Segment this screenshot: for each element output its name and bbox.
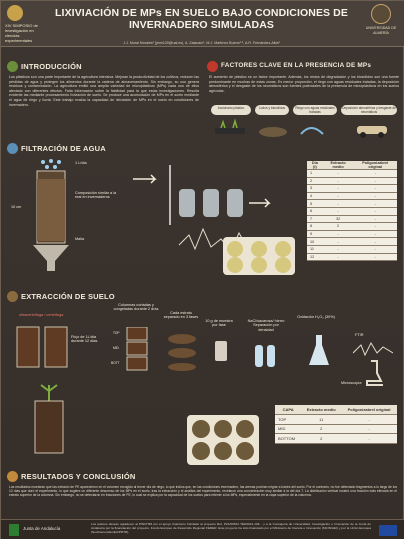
header xyxy=(1,1,404,47)
table-row xyxy=(307,185,397,193)
table-cell: 2 xyxy=(301,424,341,434)
tube-icon xyxy=(267,345,275,367)
soil-cup-icon xyxy=(35,401,63,453)
funnel-icon xyxy=(33,245,69,271)
table-cell: 7 xyxy=(307,215,323,223)
soil-pile-icon xyxy=(168,363,196,371)
intro-text: Los plásticos son una parte importante de la agricultura intensiva. Mejoran la productividad de los cultivos, reducen las pérdidas de agua y protegen los alimentos durante la cadena de almacenamiento. Sin embargo, su uso genera residuos y contaminación. La agricultura emitió una amplia variedad de microplásticos (MPs) cada uno de ellos afectado con diferentes efectos. Falta información sobre la fiabilidad para la que estas investigaciones. Resulta evidente las mediante procesamiento lixiviación de suelo. Se produce una acumulación de MPs en el suelo mediante el agua de riego y lluvia. Este trabajo evalúa la capacidad de lixiviación de MPs en el suelo en condiciones de invernadero. xyxy=(9,75,199,107)
results-title: RESULTADOS Y CONCLUSIÓN xyxy=(21,472,136,481)
car-wheel-icon xyxy=(360,132,366,138)
centrifuge-label: ultracentrífuga / centrífuga xyxy=(19,313,64,317)
oxidation-label: Oxidación H₂O₂ (30%) xyxy=(297,315,335,319)
arrow-icon xyxy=(133,175,155,183)
filtration-title: FILTRACIÓN DE AGUA xyxy=(21,144,106,153)
table-cell: - xyxy=(353,200,397,208)
spectrum-small xyxy=(353,339,393,357)
soil-cup-plants xyxy=(29,381,69,455)
filter-plate-array xyxy=(223,237,295,275)
water-label: 1 L/día xyxy=(75,161,87,165)
table-row xyxy=(307,170,397,178)
factor-riego: Riego con aguas residuales tratadas xyxy=(293,105,337,115)
table-cell: 12 xyxy=(307,253,323,261)
table-cell: - xyxy=(353,177,397,185)
column-header: Poligonizabrel original xyxy=(353,161,397,170)
microscope-icon xyxy=(367,361,383,385)
table-row xyxy=(307,215,397,223)
column-sections xyxy=(119,327,159,371)
tube-icon xyxy=(255,345,263,367)
top-label: TOP xyxy=(113,331,120,335)
factors-icon xyxy=(207,61,218,72)
table-cell: 4 xyxy=(307,192,323,200)
acknowledgements: Los autores desean agradecer al PINCHIM por el apoyo financiero brindado al proyecto Ref. P21/00524 TED2021-129... y a la Consejería de Universidad, Investigación e Innovación de la Junta de Andalucía por la financiación del proyecto, Fondo Europeo de Desarrollo Regional FEDER. Este proyecto ha sido financiado por el Ministerio de Ciencia e Innovación (MCIN/AEI) y por la Unión Europea (NextGenerationEU/PRTR). xyxy=(91,522,371,534)
table-row xyxy=(275,424,397,434)
plastic-mulch-icon xyxy=(215,128,245,134)
soil-layer xyxy=(37,179,65,241)
column-section-icon xyxy=(127,342,147,355)
table-row xyxy=(275,434,397,444)
table-header-row xyxy=(275,405,397,415)
beaker-icon xyxy=(45,327,67,367)
sample-label: 10 g de muestra por fase xyxy=(205,319,233,328)
microscope xyxy=(363,359,385,387)
table-cell: 11 xyxy=(307,245,323,253)
columns-label: Columnas cortadas y congeladas durante 2 días xyxy=(113,303,159,312)
phases-label: Cada estrato separado en 3 fases xyxy=(163,311,199,320)
composition-label: Composición similar a la real en invernaderos xyxy=(75,191,117,200)
table-row xyxy=(307,177,397,185)
arrow-icon xyxy=(249,199,269,207)
table-row xyxy=(307,207,397,215)
column-header: CAPA xyxy=(275,405,301,415)
factor-lodos: Lodos y biosólidos xyxy=(255,105,289,115)
table-cell: 1 xyxy=(307,170,323,178)
table-cell: - xyxy=(341,415,397,425)
sample-vial xyxy=(211,339,231,363)
soil-piles xyxy=(163,331,201,371)
table-cell: - xyxy=(323,192,354,200)
column-header: Día (t) xyxy=(307,161,323,170)
filter-flask-icon xyxy=(203,189,219,217)
table-cell: - xyxy=(323,177,354,185)
spectrum-icon xyxy=(353,343,393,355)
symposium-badge-icon xyxy=(7,5,23,21)
table-cell: 9 xyxy=(307,230,323,238)
university-seal-icon xyxy=(371,4,391,24)
table-row xyxy=(307,230,397,238)
table-cell: 32 xyxy=(323,215,354,223)
crop-icon xyxy=(221,121,237,128)
column-header: Poligonizabrel original xyxy=(341,405,397,415)
intro-title: INTRODUCCIÓN xyxy=(21,62,82,71)
filter-flask-icon xyxy=(227,189,243,217)
extraction-icon xyxy=(7,291,18,302)
authors: J.J. Moral Morales¹ (jmm120@ual.es), A. Zalacaín¹, M.J. Martínez Bueno¹·², A.R. Fernández-Alba¹ xyxy=(123,41,280,45)
table-cell: - xyxy=(323,245,354,253)
factor-deposicion: Deposición atmosférica y desgaste de neumáticos xyxy=(342,106,396,114)
car-wheel-icon xyxy=(378,132,384,138)
eu-flag-icon xyxy=(379,525,397,536)
column-header: Extracto medio xyxy=(323,161,354,170)
table-cell: - xyxy=(353,230,397,238)
title-line-2: INVERNADERO SIMULADAS xyxy=(128,19,275,31)
oxidation-flask xyxy=(307,335,331,367)
factors-illustration xyxy=(211,118,399,140)
density-separation xyxy=(251,345,281,369)
poster-title xyxy=(49,7,354,31)
results-text: Los resultados muestran que las extracto de PE aparecieron en el volumen recogido al tercer día de riego, lo que indica que, en las condiciones invernadero, las arenas podrían migrar a través del suelo. Por el contrario, no fue detectado fragmentos a lo largo de los 12 días que duró el experimento, lo que sugiere un diferente descenso de los MPs en el suelo, tras la extracción y el análisis del experimento, revelaron una concentración muy similar a la del día 7. La distribución vertical mostró una fracción más elevada en el estrato superior de la columna. Sin embargo, no se detectaron en fracciones de PE, lo cual se explica por la capacidad de los suelos para retener a los MPs, especialmente en la capa superior de la columna. xyxy=(9,485,397,498)
table-cell: 8 xyxy=(307,223,323,231)
table-cell: - xyxy=(323,170,354,178)
table-row xyxy=(307,245,397,253)
table-cell: - xyxy=(353,253,397,261)
bott-label: BOTT xyxy=(111,361,120,365)
table-cell: 6 xyxy=(307,207,323,215)
table-cell: - xyxy=(353,185,397,193)
table-cell: - xyxy=(353,215,397,223)
table-cell: - xyxy=(353,223,397,231)
table-cell: MID xyxy=(275,424,301,434)
ftir-label: FTIR xyxy=(355,333,364,337)
flow-label: Flujo de 1L/día durante 12 días xyxy=(71,335,98,344)
mid-label: MID xyxy=(113,346,119,350)
table-row xyxy=(307,200,397,208)
table-cell: TOP xyxy=(275,415,301,425)
table-cell: - xyxy=(323,253,354,261)
table-cell: - xyxy=(353,207,397,215)
table-row xyxy=(275,415,397,425)
irrigation-icon xyxy=(301,128,323,134)
plant-icon xyxy=(41,385,57,401)
university-logo xyxy=(361,4,401,44)
column-section-icon xyxy=(127,357,147,370)
footer xyxy=(1,519,404,539)
junta-logo xyxy=(9,524,19,536)
table-cell: 11 xyxy=(301,415,341,425)
mesh-label: Malla xyxy=(75,237,85,241)
table-cell: 5 xyxy=(307,200,323,208)
soil-column-diagram xyxy=(31,157,71,272)
factors-text: El aumento de plástico se un factor importante. Además, los restos de degradación y los biosólidos son una fuente predominante en muchas de estas zonas. Es menor proporción, el riego con aguas residuales tratadas, la deposición atmosférica y el desgaste de los neumáticos son fuentes potenciales de la presencia de microplásticos en los suelos agrícolas. xyxy=(209,75,399,93)
table-cell: 2 xyxy=(307,177,323,185)
university-name: UNIVERSIDAD DE ALMERÍA xyxy=(365,26,397,35)
table-cell: 2 xyxy=(323,223,354,231)
soil-dishes xyxy=(187,415,259,465)
vial-icon xyxy=(215,341,227,361)
factor-acolchado: Acolchado plástico xyxy=(211,105,251,115)
table-cell: - xyxy=(353,170,397,178)
table-cell: - xyxy=(341,434,397,444)
column-section-icon xyxy=(127,327,147,340)
table-cell: - xyxy=(341,424,397,434)
junta-logo-text: Junta de Andalucía xyxy=(23,526,61,531)
title-line-1: LIXIVIACIÓN DE MPs EN SUELO BAJO CONDICIONES DE xyxy=(55,7,348,19)
table-cell: 3 xyxy=(307,185,323,193)
vacuum-stand-icon xyxy=(169,165,171,225)
symposium-logo-text: XIV SIMPOSIO de investigación en ciencias experimentales xyxy=(5,23,38,43)
table-cell: - xyxy=(323,238,354,246)
table-row xyxy=(307,238,397,246)
table-cell: - xyxy=(323,185,354,193)
results-icon xyxy=(7,471,18,482)
soil-pile-icon xyxy=(168,348,196,358)
symposium-logo xyxy=(5,5,43,41)
intro-icon xyxy=(7,61,18,72)
table-row xyxy=(307,253,397,261)
table-cell: - xyxy=(323,230,354,238)
beaker-icon xyxy=(17,327,39,367)
density-label: NaCl/sacarosa/ hierro Separación por densidad xyxy=(247,319,285,332)
table-row xyxy=(307,192,397,200)
extraction-table xyxy=(275,405,397,444)
table-cell: 2 xyxy=(301,434,341,444)
filtration-table xyxy=(307,161,397,261)
table-cell: - xyxy=(353,245,397,253)
water-drops-icon xyxy=(41,159,61,169)
table-cell: - xyxy=(353,238,397,246)
filtration-icon xyxy=(7,143,18,154)
factors-title: FACTORES CLAVE EN LA PRESENCIA DE MPs xyxy=(221,62,372,69)
extraction-title: EXTRACCIÓN DE SUELO xyxy=(21,292,115,301)
microscopy-label: Microscopía xyxy=(341,381,362,385)
soil-beakers xyxy=(15,323,71,371)
table-header-row xyxy=(307,161,397,170)
column-header: Extracto medio xyxy=(301,405,341,415)
soil-pile-icon xyxy=(168,334,196,344)
height-label: 10 cm xyxy=(11,205,22,209)
sludge-pile-icon xyxy=(259,127,287,137)
table-cell: - xyxy=(323,207,354,215)
table-cell: - xyxy=(323,200,354,208)
table-cell: - xyxy=(353,192,397,200)
table-row xyxy=(307,223,397,231)
erlenmeyer-icon xyxy=(309,335,329,365)
table-cell: 10 xyxy=(307,238,323,246)
filter-flask-icon xyxy=(179,189,195,217)
table-cell: BOTTOM xyxy=(275,434,301,444)
